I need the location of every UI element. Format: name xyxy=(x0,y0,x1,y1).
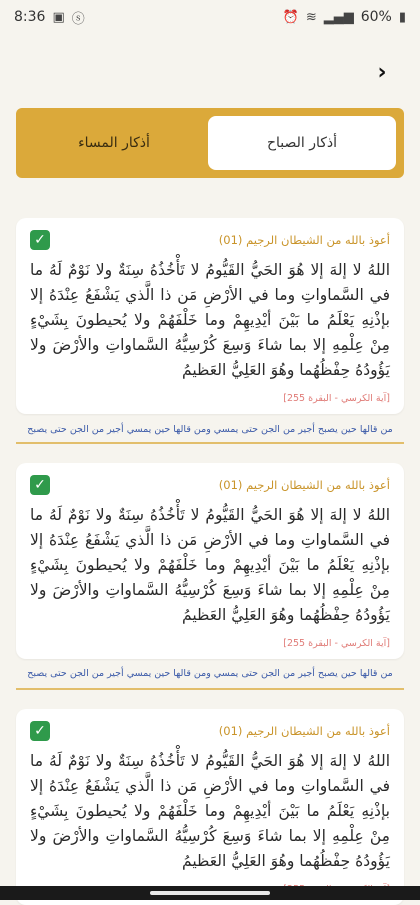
divider xyxy=(16,442,404,444)
check-icon[interactable]: ✓ xyxy=(30,475,50,495)
status-bar xyxy=(0,0,420,34)
status-left xyxy=(14,8,85,27)
dhikr-text: اللهُ لا إلهَ إلا هُوَ الحَيُّ القَيُّومُ لا تَأْخُذُهُ سِنَةٌ ولا نَوْمٌ لَهُ ما في السَّماواتِ وما في الأرْضِ مَن ذا الَّذي يَشْفَعُ عِنْدَهُ إلا بإذْنِهِ يَعْلَمُ ما بَيْنَ أيْدِيهِمْ وما خَلْفَهُمْ ولا يُحيطونَ بِشَيْءٍ مِنْ عِلْمِهِ إلا بما شاءَ وَسِعَ كُرْسِيُّهُ السَّماواتِ والأرْضَ ولا يَؤُودُهُ حِفْظُهُما وهُوَ العَلِيُّ العَظيمُ xyxy=(30,506,390,624)
dhikr-reference: [آية الكرسي - البقرة 255] xyxy=(283,393,390,404)
card-title: أعوذ بالله من الشيطان الرجيم (01) xyxy=(218,233,390,247)
dhikr-virtue: من قالها حين يصبح أجير من الجن حتى يمسي ومن قالها حين يمسي أجير من الجن حتى يصبح xyxy=(27,668,393,679)
status-right xyxy=(283,9,406,25)
dhikr-text: اللهُ لا إلهَ إلا هُوَ الحَيُّ القَيُّومُ لا تَأْخُذُهُ سِنَةٌ ولا نَوْمٌ لَهُ ما في السَّماواتِ وما في الأرْضِ مَن ذا الَّذي يَشْفَعُ عِنْدَهُ إلا بإذْنِهِ يَعْلَمُ ما بَيْنَ أيْدِيهِمْ وما خَلْفَهُمْ ولا يُحيطونَ بِشَيْءٍ مِنْ عِلْمِهِ إلا بما شاءَ وَسِعَ كُرْسِيُّهُ السَّماواتِ والأرْضَ ولا يَؤُودُهُ حِفْظُهُما وهُوَ العَلِيُّ العَظيمُ xyxy=(30,261,390,379)
card-title: أعوذ بالله من الشيطان الرجيم (01) xyxy=(218,724,390,738)
dhikr-card xyxy=(16,218,404,414)
battery-percent: 60% xyxy=(360,9,392,25)
dhikr-card xyxy=(16,463,404,659)
check-icon[interactable]: ✓ xyxy=(30,721,50,741)
battery-icon: ▮ xyxy=(398,9,406,25)
dhikr-virtue: من قالها حين يصبح أجير من الجن حتى يمسي ومن قالها حين يمسي أجير من الجن حتى يصبح xyxy=(27,424,393,435)
image-notification-icon: ▣ xyxy=(52,9,65,25)
tabs-panel xyxy=(16,108,404,178)
dhikr-text: اللهُ لا إلهَ إلا هُوَ الحَيُّ القَيُّومُ لا تَأْخُذُهُ سِنَةٌ ولا نَوْمٌ لَهُ ما في السَّماواتِ وما في الأرْضِ مَن ذا الَّذي يَشْفَعُ عِنْدَهُ إلا بإذْنِهِ يَعْلَمُ ما بَيْنَ أيْدِيهِمْ وما خَلْفَهُمْ ولا يُحيطونَ بِشَيْءٍ مِنْ عِلْمِهِ إلا بما شاءَ وَسِعَ كُرْسِيُّهُ السَّماواتِ والأرْضَ ولا يَؤُودُهُ حِفْظُهُما وهُوَ العَلِيُّ العَظيمُ xyxy=(30,752,390,870)
dhikr-reference: [آية الكرسي - البقرة 255] xyxy=(283,638,390,649)
chevron-right-icon: › xyxy=(377,59,387,85)
tab-evening[interactable]: أذكار المساء xyxy=(78,135,150,151)
divider xyxy=(16,688,404,690)
card-header xyxy=(30,721,390,741)
back-button[interactable] xyxy=(370,60,394,84)
system-nav-bar xyxy=(0,886,420,900)
dhikr-card xyxy=(16,709,404,905)
signal-icon: ▂▄▆ xyxy=(323,9,354,25)
alarm-icon: ⏰ xyxy=(282,9,299,25)
card-header xyxy=(30,230,390,250)
card-header xyxy=(30,475,390,495)
card-title: أعوذ بالله من الشيطان الرجيم (01) xyxy=(218,478,390,492)
check-icon[interactable]: ✓ xyxy=(30,230,50,250)
app-notification-icon: ⓢ xyxy=(71,11,85,27)
wifi-icon: ≋ xyxy=(305,9,317,25)
status-time: 8:36 xyxy=(14,9,46,25)
home-gesture-handle[interactable] xyxy=(150,891,270,895)
tab-morning[interactable]: أذكار الصباح xyxy=(208,116,396,170)
